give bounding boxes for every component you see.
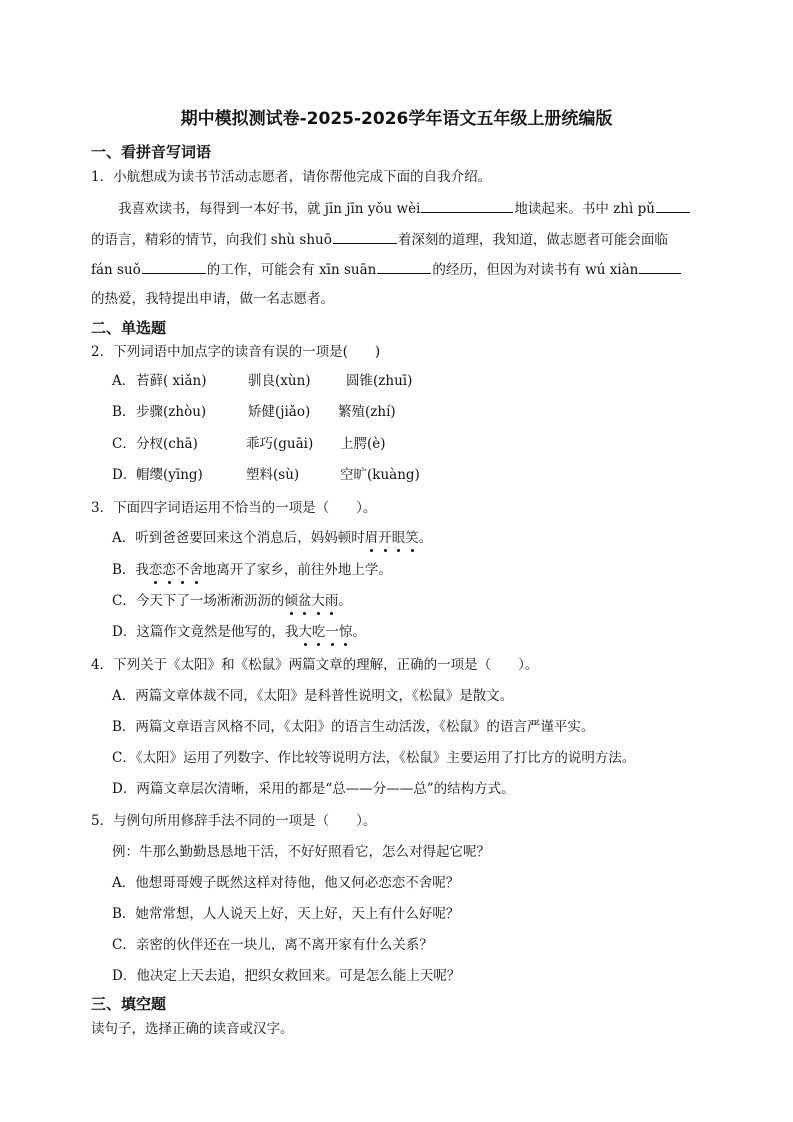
question-1-paragraph-line-4: 的热爱，我特提出申请，做一名志愿者。 — [91, 291, 334, 307]
question-5-example: 例：牛那么勤勤恳恳地干活，不好好照看它，怎么对得起它呢？ — [112, 844, 490, 860]
section-heading-single-choice: 二、单选题 — [91, 319, 167, 337]
question-4-option-c[interactable]: C．《太阳》运用了列数字、作比较等说明方法，《松鼠》主要运用了打比方的说明方法。 — [112, 750, 636, 766]
question-4-option-a[interactable]: A．两篇文章体裁不同，《太阳》是科普性说明文，《松鼠》是散文。 — [112, 688, 514, 704]
emphasis-dot-char: 惊 — [338, 624, 353, 640]
emphasis-dot-char: 大 — [311, 593, 325, 609]
emphasis-dot-char: 倾 — [284, 593, 298, 609]
section-heading-fill-blank: 三、填空题 — [91, 995, 167, 1013]
question-4-stem: 4．下列关于《太阳》和《松鼠》两篇文章的理解，正确的一项是（ ）。 — [91, 657, 539, 673]
emphasis-dot-char: 舍 — [189, 562, 203, 578]
question-2-option-a[interactable]: A． 苔藓( xiǎn) 驯良(xùn) 圆锥(zhuī) — [112, 373, 413, 389]
answer-blank-4[interactable] — [142, 259, 206, 274]
question-4-option-d[interactable]: D．两篇文章层次清晰，采用的都是“总——分——总”的结构方式。 — [112, 781, 515, 797]
question-1-paragraph-line-3: fán suǒ 的工作，可能会有 xīn suān 的经历，但因为对读书有 wú xiàn — [91, 259, 682, 280]
question-2-stem: 2．下列词语中加点字的读音有误的一项是( ) — [91, 344, 381, 360]
question-5-option-b[interactable]: B．她常常想，人人说天上好，天上好，天上有什么好呢？ — [112, 906, 460, 922]
emphasis-dot-char: 笑 — [405, 530, 419, 546]
emphasis-dot-char: 一 — [325, 624, 339, 640]
question-3-option-c[interactable]: C．今天下了一场淅淅沥沥的倾盆大雨。 — [112, 593, 352, 609]
emphasis-dot-char: 盆 — [297, 593, 312, 609]
question-1-paragraph-line-1: 我喜欢读书，每得到一本好书，就 jīn jīn yǒu wèi 地读起来。书中 zhì pǔ — [118, 198, 691, 219]
question-4-option-b[interactable]: B．两篇文章语言风格不同，《太阳》的语言生动活泼，《松鼠》的语言严谨平实。 — [112, 719, 595, 735]
section-heading-pinyin: 一、看拼音写词语 — [91, 143, 212, 161]
emphasis-dot-char: 吃 — [311, 624, 326, 640]
question-3-stem: 3．下面四字词语运用不恰当的一项是（ ）。 — [91, 500, 377, 516]
question-5-stem: 5．与例句所用修辞手法不同的一项是（ ）。 — [91, 813, 377, 829]
question-3-option-d[interactable]: D．这篇作文竟然是他写的，我大吃一惊。 — [112, 624, 366, 640]
answer-blank-3[interactable] — [333, 229, 397, 244]
dotted-idiom — [149, 562, 203, 578]
question-2-option-c[interactable]: C． 分杈(chā) 乖巧(guāi) 上腭(è) — [112, 436, 386, 452]
question-5-option-d[interactable]: D．他决定上天去追，把织女救回来。可是怎么能上天呢？ — [112, 968, 461, 984]
emphasis-dot-char: 恋 — [162, 562, 176, 578]
question-5-option-c[interactable]: C．亲密的伙伴还在一块儿，离不离开家有什么关系？ — [112, 937, 433, 953]
answer-blank-6[interactable] — [639, 259, 681, 274]
emphasis-dot-char: 雨 — [324, 593, 339, 609]
question-5-option-a[interactable]: A．他想哥哥嫂子既然这样对待他，他又何必恋恋不舍呢？ — [112, 875, 460, 891]
page-title: 期中模拟测试卷-2025-2026学年语文五年级上册统编版 — [180, 109, 613, 129]
question-3-option-a[interactable]: A．听到爸爸要回来这个消息后，妈妈顿时眉开眼笑。 — [112, 530, 433, 546]
emphasis-dot-char: 眉 — [364, 530, 379, 546]
question-2-option-d[interactable]: D． 帽缨(yīng) 塑料(sù) 空旷(kuàng) — [112, 467, 420, 483]
question-1-paragraph-line-2: 的语言，精彩的情节，向我们 shù shuō 着深刻的道理，我知道，做志愿者可能会面临 — [91, 229, 668, 250]
question-1-stem: 1．小航想成为读书节活动志愿者，请你帮他完成下面的自我介绍。 — [91, 169, 492, 185]
question-3-option-b[interactable]: B．我恋恋不舍地离开了家乡，前往外地上学。 — [112, 562, 392, 578]
emphasis-dot-char: 眼 — [391, 530, 406, 546]
emphasis-dot-char: 大 — [298, 624, 312, 640]
emphasis-dot-char: 不 — [175, 562, 190, 578]
answer-blank-1[interactable] — [421, 198, 513, 213]
emphasis-dot-char: 开 — [378, 530, 392, 546]
answer-blank-2[interactable] — [656, 198, 690, 213]
dotted-idiom — [298, 624, 352, 640]
dotted-idiom — [284, 593, 338, 609]
question-2-option-b[interactable]: B． 步骤(zhòu) 矫健(jiǎo) 繁殖(zhí) — [112, 404, 396, 420]
answer-blank-5[interactable] — [377, 259, 431, 274]
dotted-idiom — [365, 530, 419, 546]
emphasis-dot-char: 恋 — [148, 562, 163, 578]
question-6-stem: 读句子，选择正确的读音或汉字。 — [91, 1021, 294, 1037]
